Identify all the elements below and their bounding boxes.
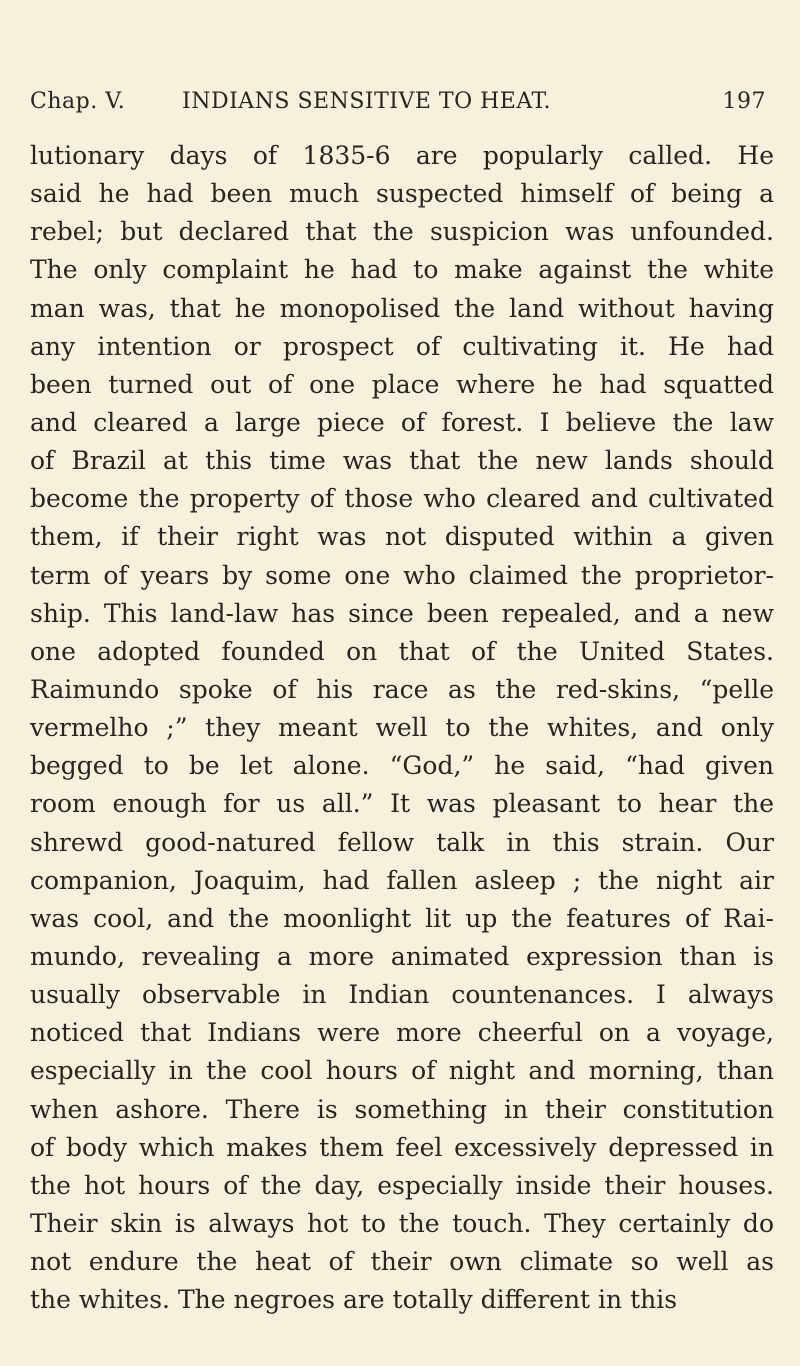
text-line: Their skin is always hot to the touch. They certainly do <box>30 1208 774 1238</box>
text-line: one adopted founded on that of the United States. <box>30 636 774 666</box>
text-line: was cool, and the moonlight lit up the features of Rai- <box>30 903 774 933</box>
text-line: the hot hours of the day, especially inside their houses. <box>30 1170 774 1200</box>
text-line: not endure the heat of their own climate so well as <box>30 1247 774 1277</box>
body-text <box>30 137 774 1319</box>
running-head <box>30 89 766 119</box>
text-line: of body which makes them feel excessively depressed in <box>30 1132 774 1162</box>
running-title: INDIANS SENSITIVE TO HEAT. <box>182 89 551 114</box>
text-line: room enough for us all.” It was pleasant to hear the <box>30 789 774 819</box>
page-number: 197 <box>722 89 766 114</box>
text-line: lutionary days of 1835-6 are popularly called. He <box>30 141 774 170</box>
text-line: of Brazil at this time was that the new lands should <box>30 446 774 476</box>
text-line: the whites. The negroes are totally different in this <box>30 1285 678 1315</box>
text-line: shrewd good-natured fellow talk in this strain. Our <box>30 827 774 857</box>
text-line: become the property of those who cleared and cultivated <box>30 484 774 514</box>
text-line: term of years by some one who claimed the proprietor- <box>30 560 774 590</box>
text-line: said he had been much suspected himself of being a <box>30 179 774 209</box>
text-line: ship. This land-law has since been repealed, and a new <box>30 598 774 628</box>
text-line: noticed that Indians were more cheerful on a voyage, <box>30 1018 774 1048</box>
chapter-label: Chap. V. <box>30 89 126 114</box>
text-line: them, if their right was not disputed within a given <box>30 522 774 552</box>
text-line: man was, that he monopolised the land without having <box>30 293 774 323</box>
text-line: vermelho ;” they meant well to the whites, and only <box>30 713 774 743</box>
text-line: been turned out of one place where he had squatted <box>30 369 774 399</box>
text-line: mundo, revealing a more animated expression than is <box>30 941 774 971</box>
text-line: any intention or prospect of cultivating it. He had <box>30 331 774 361</box>
text-line: and cleared a large piece of forest. I believe the law <box>30 407 774 437</box>
text-line: usually observable in Indian countenances. I always <box>30 980 774 1010</box>
text-line: Raimundo spoke of his race as the red-skins, “pelle <box>30 674 774 704</box>
text-line: when ashore. There is something in their constitution <box>30 1094 774 1124</box>
text-line: rebel; but declared that the suspicion was unfounded. <box>30 217 774 247</box>
text-line: companion, Joaquim, had fallen asleep ; the night air <box>30 865 774 895</box>
text-line: begged to be let alone. “God,” he said, “had given <box>30 751 774 781</box>
text-line: especially in the cool hours of night and morning, than <box>30 1056 774 1086</box>
text-line: The only complaint he had to make against the white <box>30 255 774 285</box>
